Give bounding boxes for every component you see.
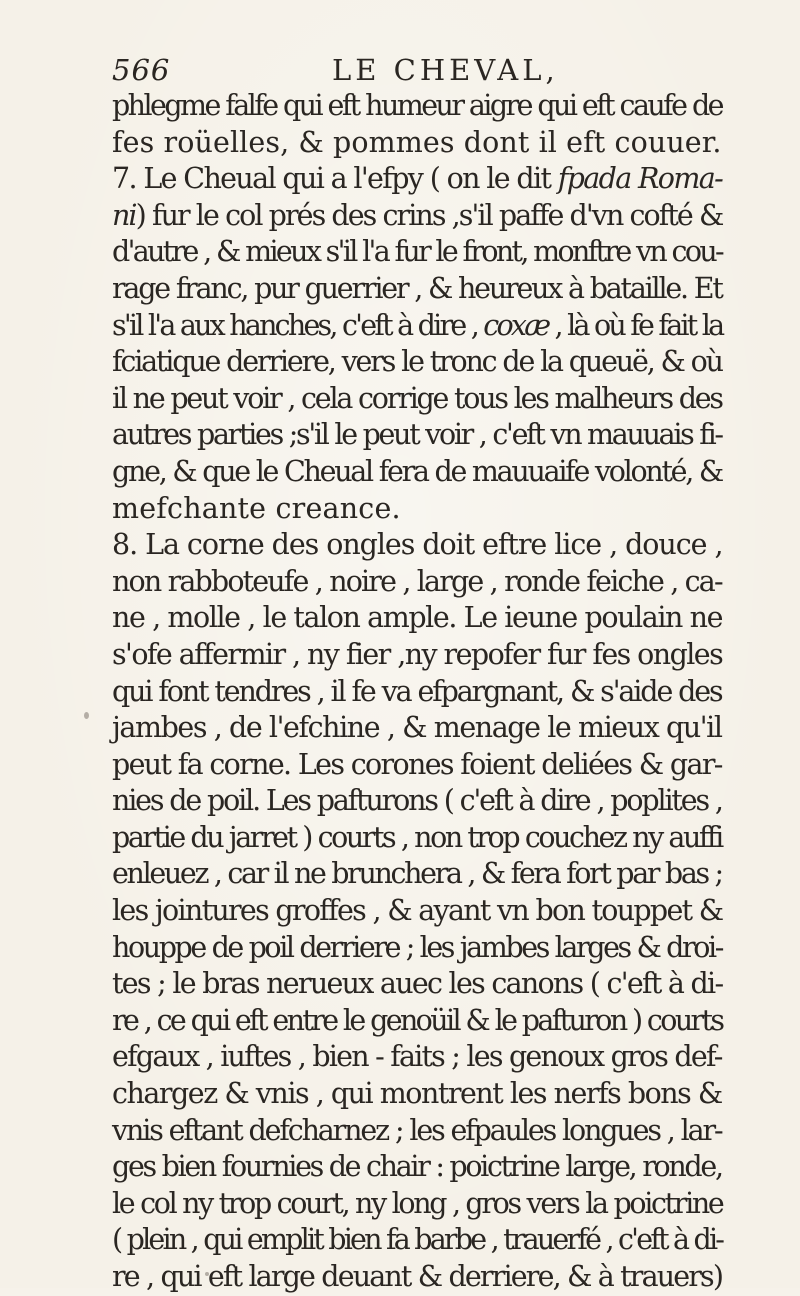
text-line [112,271,722,308]
ink-speck [84,712,89,719]
running-title: LE CHEVAL, [332,53,559,87]
text-line [112,1113,722,1150]
text-line [112,491,722,528]
text-segment: les jointures groffes , & ayant vn bon touppet & [112,894,723,928]
italic-phrase: coxæ [483,308,549,342]
text-segment: s'il l'a aux hanches, c'eft à dire , [112,308,484,342]
text-segment: ( plein , qui emplit bien fa barbe , trauerfé , c'eft à di- [112,1223,723,1257]
text-line [112,454,722,491]
text-segment: le col ny trop court, ny long , gros vers la poictrine [112,1186,723,1220]
text-line [112,1259,722,1296]
text-line [112,344,722,381]
text-line [112,856,722,893]
text-segment: mefchante creance. [112,491,401,525]
text-segment: qui font tendres , il fe va efpargnant, & s'aide des [112,674,722,708]
text-segment: autres parties ;s'il le peut voir , c'eft vn mauuais fi- [112,418,722,452]
text-line [112,1222,722,1259]
text-segment: tes ; le bras nerueux auec les canons ( c'eft à di- [112,967,723,1001]
text-segment: s'ofe affermir , ny fier ,ny repofer fur fes ongles [112,637,723,671]
text-segment: , là où fe fait la [548,308,723,342]
text-line [112,747,722,784]
text-segment: 7. Le Cheual qui a l'efpy ( on le dit [112,162,558,196]
text-line [112,1076,722,1113]
text-line [112,417,722,454]
text-segment: vnis eftant defcharnez ; les efpaules longues , lar- [112,1113,722,1147]
text-line [112,564,722,601]
text-segment: il ne peut voir , cela corrige tous les malheurs des [112,381,722,415]
text-line [112,125,722,162]
text-segment: jambes , de l'efchine , & menage le mieux qu'il [112,711,722,745]
ink-speck [205,1272,209,1276]
text-line [112,1149,722,1186]
text-line [112,600,722,637]
page-number: 566 [112,53,171,87]
italic-phrase: fpada Roma- [557,162,723,196]
text-line [112,820,722,857]
text-line [112,783,722,820]
text-segment: ) fur le col prés des crins ,s'il paffe d'vn cofté & [135,198,723,232]
text-line [112,198,722,235]
text-segment: re , qui eft large deuant & derriere, & à trauers) [112,1260,723,1293]
text-segment: partie du jarret ) courts , non trop couchez ny auffi [112,820,722,854]
text-line [112,674,722,711]
text-segment: enleuez , car il ne brunchera , & fera fort par bas ; [112,857,722,891]
text-segment: houppe de poil derriere ; les jambes larges & droi- [112,930,722,964]
text-segment: phlegme falfe qui eft humeur aigre qui eft caufe de [112,89,722,122]
text-segment: gne, & que le Cheual fera de mauuaife volonté, & [112,454,722,488]
text-segment: rage franc, pur guerrier , & heureux à bataille. Et [112,271,722,305]
text-line [112,88,722,125]
text-line [112,1003,722,1040]
text-segment: chargez & vnis , qui montrent les nerfs bons & [112,1077,722,1111]
text-line [112,1186,722,1223]
text-segment: 8. La corne des ongles doit eftre lice , douce , [112,528,723,562]
text-segment: nies de poil. Les pafturons ( c'eft à dire , poplites , [112,784,722,818]
text-line [112,308,722,345]
text-line [112,710,722,747]
text-line [112,161,722,198]
text-line [112,893,722,930]
text-line [112,381,722,418]
body-text [112,88,722,1296]
text-line [112,234,722,271]
text-segment: peut fa corne. Les corones foient deliées & gar- [112,747,722,781]
text-line [112,1039,722,1076]
text-segment: efgaux , iuftes , bien - faits ; les genoux gros def- [112,1040,722,1074]
italic-phrase: ni [112,198,136,232]
running-head [112,50,672,90]
text-segment: fciatique derriere, vers le tronc de la queuë, & où [112,345,722,379]
text-segment: d'autre , & mieux s'il l'a fur le front, monftre vn cou- [112,235,723,269]
text-line [112,930,722,967]
text-line [112,527,722,564]
text-line [112,637,722,674]
text-segment: re , ce qui eft entre le genoüil & le pafturon ) courts [112,1003,723,1037]
text-segment: fes roüelles, & pommes dont il eft couuer. [112,125,722,159]
text-segment: non rabboteufe , noire , large , ronde feiche , ca- [112,564,722,598]
text-segment: ges bien fournies de chair : poictrine large, ronde, [112,1150,722,1184]
text-segment: ne , molle , le talon ample. Le ieune poulain ne [112,601,723,635]
text-line [112,966,722,1003]
